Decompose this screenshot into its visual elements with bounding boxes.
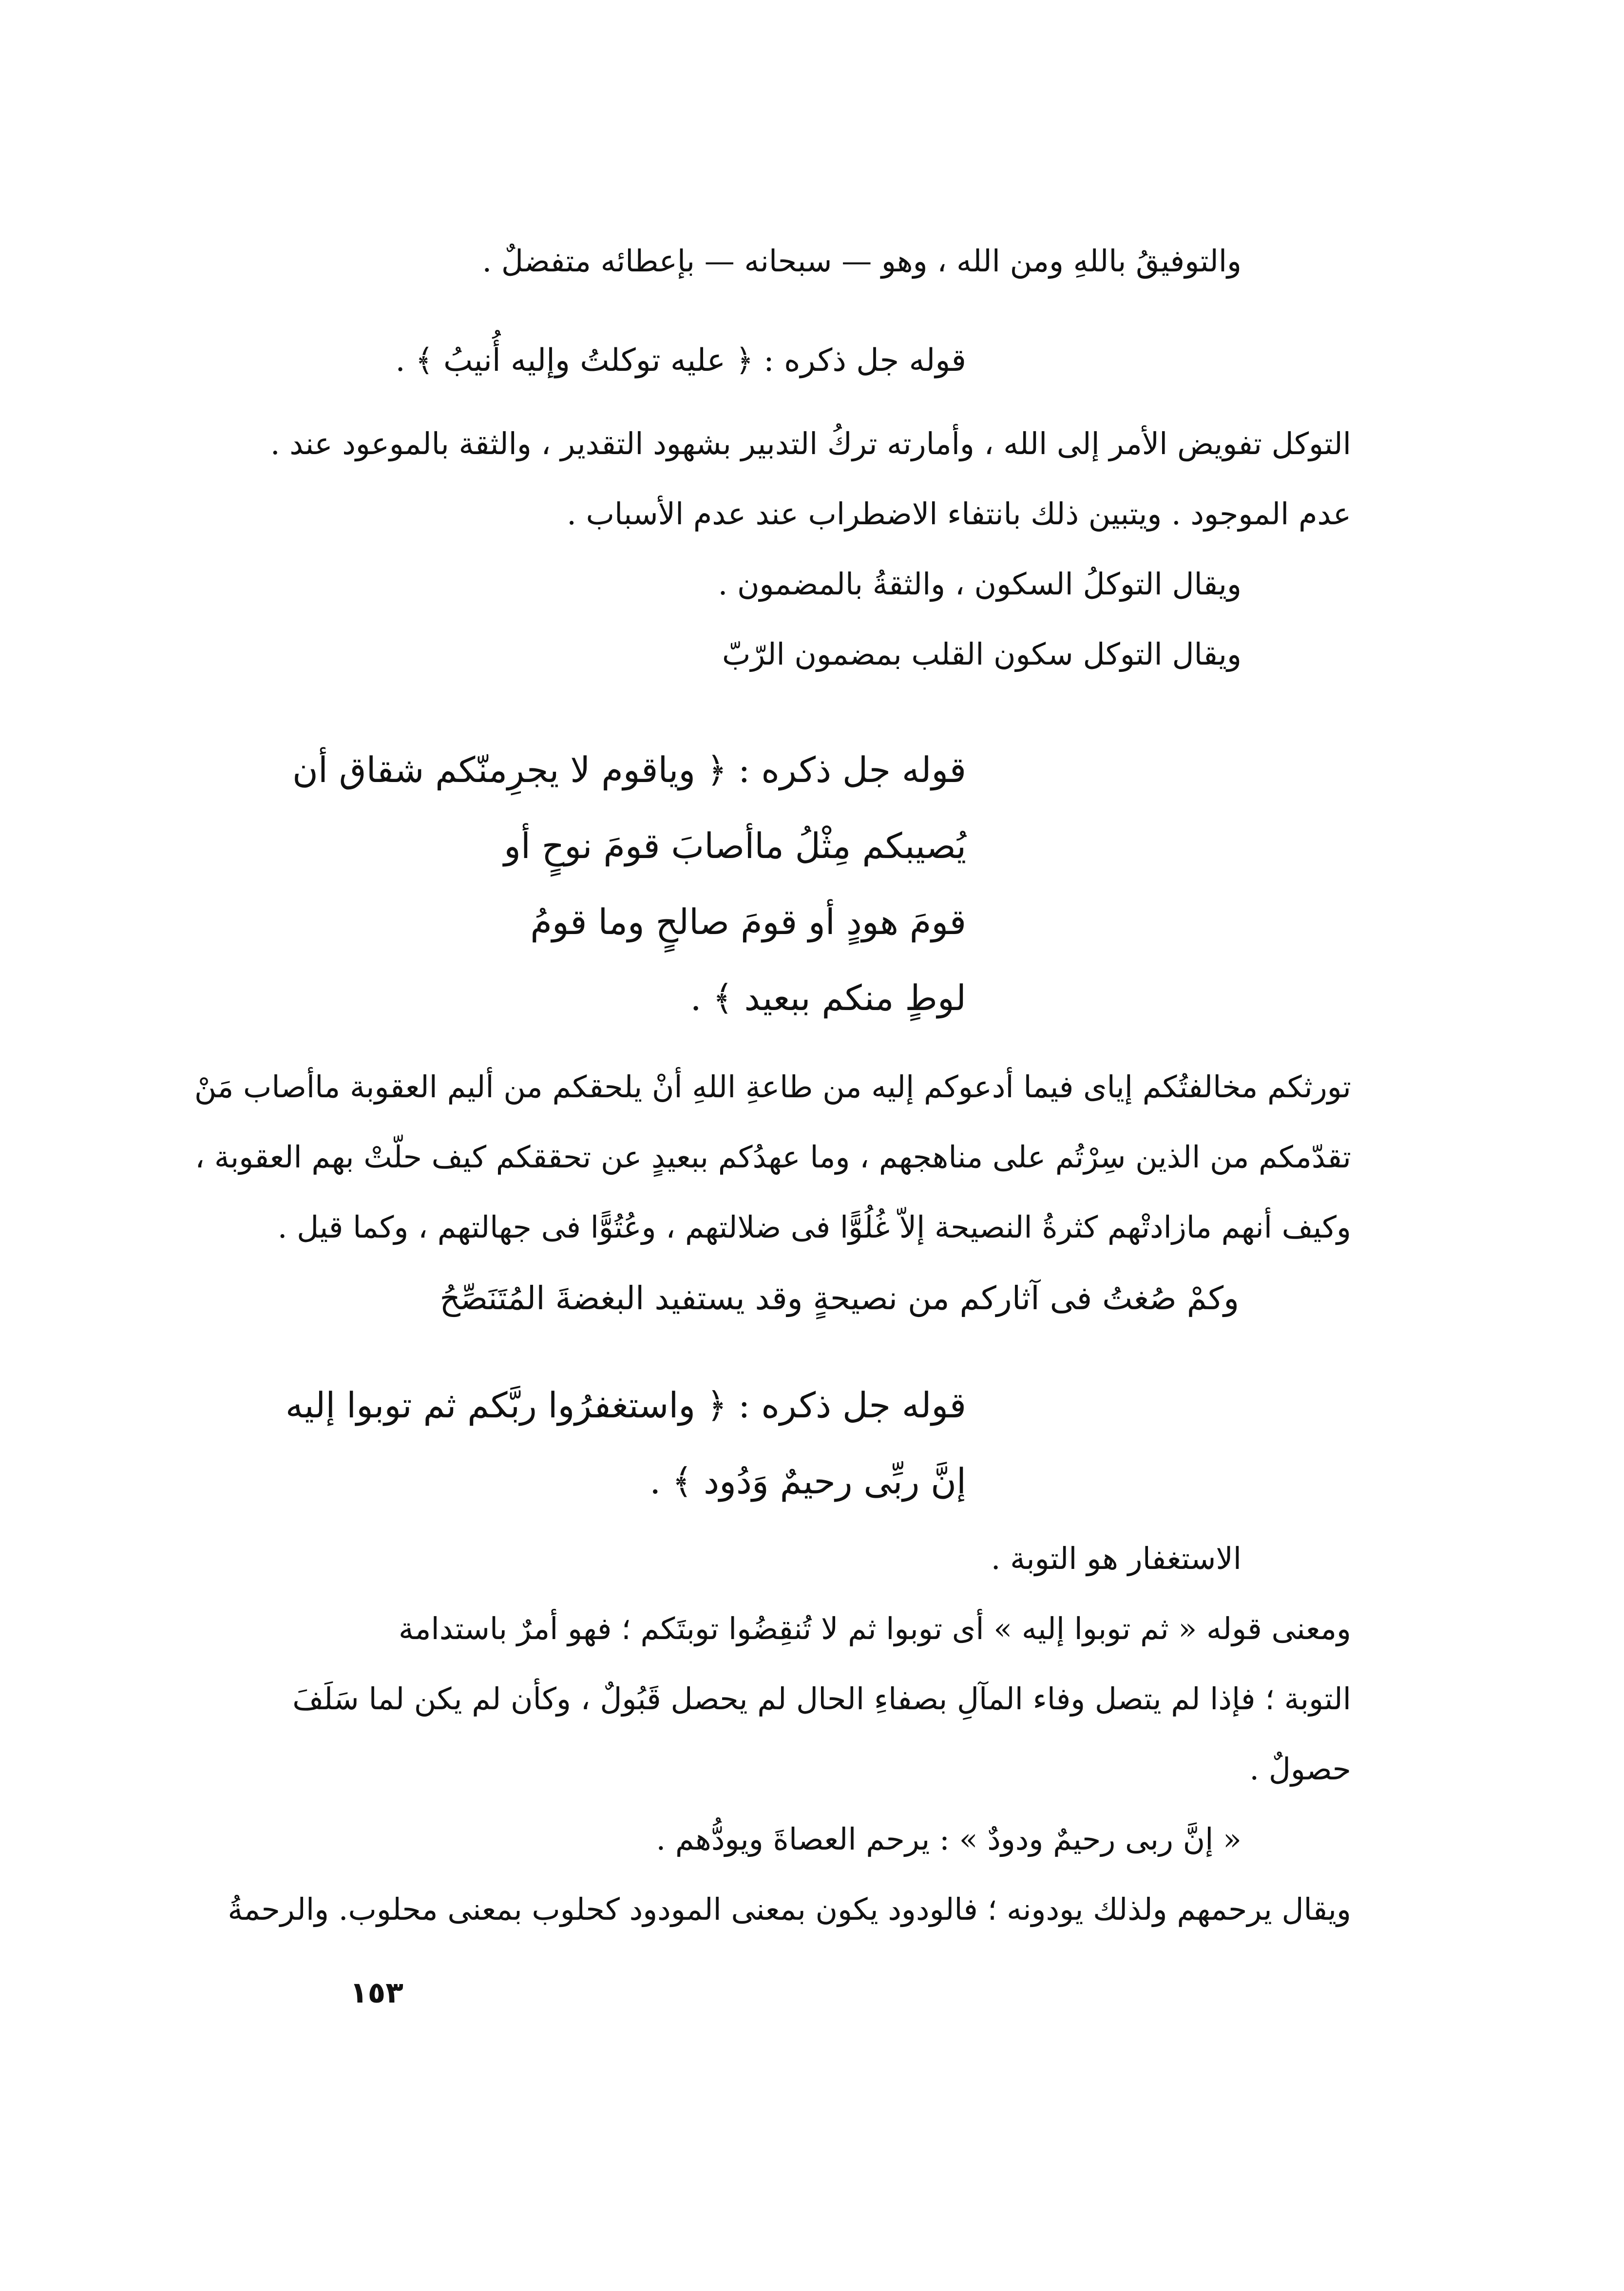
text-line-p2-1: التوكل تفويض الأمر إلى الله ، وأمارته تركُ التدبير بشهود التقدير ، والثقة بالموعود عند . [270, 426, 1351, 461]
text-line-p2-2: عدم الموجود . ويتبين ذلك بانتفاء الاضطراب عند عدم الأسباب . [567, 496, 1351, 532]
text-line-p6-1: « إنَّ ربى رحيمٌ ودودٌ » : يرحم العصاةَ ويودُّهم . [656, 1821, 1242, 1857]
verse-heading-88: قوله جل ذكره : ﴿ عليه توكلتُ وإليه أُنيبُ ﴾ . [395, 343, 966, 379]
text-line-p5-3: حصولٌ . [1249, 1751, 1351, 1787]
text-line-p4-1: الاستغفار هو التوبة . [991, 1541, 1242, 1576]
text-line-p3-1: تورثكم مخالفتُكم إياى فيما أدعوكم إليه من طاعةِ اللهِ أنْ يلحقكم من أليم العقوبة ماأصاب مَنْ [194, 1069, 1351, 1105]
text-line-p2-4: ويقال التوكل سكون القلب بمضمون الرّبّ [722, 636, 1242, 672]
text-line-p1-1: والتوفيقُ باللهِ ومن الله ، وهو — سبحانه — بإعطائه متفضلٌ . [482, 243, 1242, 279]
text-line-p3-2: تقدّمكم من الذين سِرْتُم على مناهجهم ، وما عهدُكم ببعيدٍ عن تحققكم كيف حلّتْ بهم العقوبة ، [195, 1139, 1351, 1175]
page-number: ١٥٣ [350, 1976, 403, 2010]
verse-heading-89-line-4: لوطٍ منكم ببعيد ﴾ . [690, 977, 966, 1018]
verse-heading-90-line-2: إنَّ ربِّى رحيمٌ وَدُود ﴾ . [650, 1461, 966, 1502]
poem-line: وكمْ صُغتُ فى آثاركم من نصيحةٍ وقد يستفيد البغضةَ المُتَنَصِّحُ [439, 1279, 1239, 1317]
verse-heading-89-line-3: قومَ هودٍ أو قومَ صالحٍ وما قومُ [530, 901, 966, 942]
verse-heading-90-line-1: قوله جل ذكره : ﴿ واستغفرُوا ربَّكم ثم توبوا إليه [285, 1385, 966, 1426]
text-line-p5-1: ومعنى قوله « ثم توبوا إليه » أى توبوا ثم لا تُنقِضُوا توبتَكم ؛ فهو أمرٌ باستدامة [399, 1611, 1351, 1646]
verse-heading-89-line-2: يُصيبكم مِثْلُ ماأصابَ قومَ نوحٍ أو [504, 825, 966, 866]
text-line-p7-1: ويقال يرحمهم ولذلك يودونه ؛ فالودود يكون بمعنى المودود كحلوب بمعنى محلوب. والرحمةُ [228, 1891, 1351, 1927]
text-line-p2-3: ويقال التوكلُ السكون ، والثقةُ بالمضمون . [718, 566, 1242, 602]
text-line-p5-2: التوبة ؛ فإذا لم يتصل وفاء المآلِ بصفاءِ الحال لم يحصل قَبُولٌ ، وكأن لم يكن لما سَلَفَ [292, 1681, 1351, 1717]
text-line-p3-3: وكيف أنهم مازادتْهم كثرةُ النصيحة إلاّ غُلُوًّا فى ضلالتهم ، وعُتُوًّا فى جهالتهم ، وكما قيل . [277, 1209, 1351, 1245]
verse-heading-89-line-1: قوله جل ذكره : ﴿ وياقوم لا يجرِمنّكم شقاق أن [292, 749, 966, 790]
